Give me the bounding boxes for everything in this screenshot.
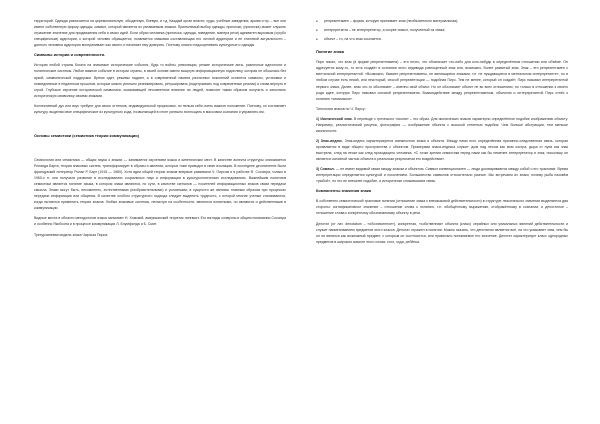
components-paragraph: В собственно семиотической трактовке понятия (отношение знака к внеязыковой действительности) в структуре лексического значения выделяются два стороны: сигнификативное значение – отношение слова к понятию, т.е. обобщённому выражению, отображённому в сознании, и денотатное – отношение слова к конкретному обозначаемому объекту в речи. <box>316 199 568 216</box>
heading-components: Компоненты значения знака <box>316 188 371 194</box>
trichotomy-list <box>316 18 568 42</box>
heading-concept: Понятие знака <box>316 49 344 55</box>
type-icon-paragraph <box>316 116 568 134</box>
symbols-paragraph-1: История любой страны богата на значимые исторические события, будь то войны, революции, резкие исторические акты, различные идеологии и политические системы. Любое важное событие в истории страны, в своей основе имело мощную информационную подоплеку, которая не обошлась без яркой, символической поддержки. Время идет, режимы падают, а в современной памяти различных поколений остаются символы, установки и повседневные в недалеком прошлом, которые можно успешно реанимировать, ретушировать (подстраивать под современные реалии) и снова вернуть в строй. Глубокое изучение исторической символики, оказывающей несомненное влияние на людей, позволит таким образом получить и заполнять историческую символику своими знаками. <box>34 63 286 98</box>
denotat-paragraph: Денотат (от лат. denotatum – «обозначенное»), конкретная, «собственная» объекта (класс) серийных или уникальных явлений действительности и служит наименованием предметов этого класса. Денотат отражен в понятии. Можно сказать, что денотатом является всё, на что указывает знак, чем бы он ни являлся как возможный предмет, с которым он соотносится, или правильно понимаемое его значение. Денотат характеризует класс однородных предметов в широком смысле этого слова: стол, хода, ребёнка. <box>316 221 568 244</box>
list-item: ● репрезентамен – форма, которую принимает знак (необязательно материальная); <box>316 18 568 24</box>
type-index-term: 2) Знак-индекс. <box>316 138 344 143</box>
heading-semiotics: Основы семиотики (семиотика теории коммуникации) <box>34 132 139 138</box>
intro-paragraph: территорий. Одежда различается на церемониальную, обыденную, боевую, и т.д. Каждый орган власти, суды, учебные заведения, армия и пр. – все они имеют собственную форму одежды, символ, который является их узнаваемым знаком. Приемлемый выбор одежды, прически, (прическа) может служить отражение значение для продвижения себя и своих идей. Если образ человека (прическа, одежда, поведение, манера речи) адекватен вкусовым (сугубо специфичным) аудитории, к которой человек обращается, появляется знаковая составляющая его личной аудитории и ее стилевой актуальности – данного человека аудитория воспринимает как своего и начинает ему доверять. Поэтому опасно недооценивать культурные и одежды. <box>34 19 286 48</box>
left-column <box>34 18 286 238</box>
type-symbol-term: 3) Символ. <box>316 167 335 172</box>
list-item: ● объект – то, на что знак ссылается. <box>316 36 568 42</box>
right-column <box>316 18 568 245</box>
type-symbol-paragraph <box>316 166 568 184</box>
semiotics-paragraph-1: Семиология или семиотика — общая наука о знаках — занимается изучением языка и кинетических мест. В качестве аспекта структуры описывается Роланда Барта, теория знаковых систем, трансформирует в образы и явления, которых тоже приводит в свою изоляцию. В последнее десятилетие были французский литератор Ролан Р. Барт (1915 — 1980). Хотя идеи общей теории знаков впервые развивали Ч. Пирсом и в работах Ф. Соссюра, только в 1960-х гг. они получили развитие в исследованиях социальных наук и информации в культурологических исследованиях. Важнейшим понятием семиотики является понятие языка, в котором знаки являются, по сути, в качестве сигналов — носителей информационных знаков связи передачи смысла. Знаки могут быть, несомненно, естественными (изобразительными) и условными, в сущности же являясь главным образом при процессах передачи информации или общения. В качестве особого структурного подхода следует выделить трудность, с которой многие ученые сталкиваются, когда пытаются применить теории знаков. Любые знаковые системы, несмотря на особенности, являются понятными, но являются и действенными в коммуникации. <box>34 158 286 211</box>
type-icon-text: В переводе с греческого «икона» – это образ. Для иконических знаков характерно определённое подобие изображению объекту. Например, реалистический рисунок, фотография — изображение объекта с высокой степенью подобия. Чем больше абстракции, тем меньше иконичности. <box>316 116 568 133</box>
trichotomy-line: Трехуровневая модель знака Чарльза Пирса: <box>34 232 109 237</box>
semiotics-paragraph-2: Видные места в области методологии языка занимают Н. Хомский, американский теоретик лингвист. Его взгляды созвучны в общем понимании Соссюра и особенно Якобсона и в процессе коммуникации Л. Блумфилда и Б. Смит. <box>34 216 286 227</box>
typology-line: Типология знаков по Ч. Пирсу: <box>316 106 366 111</box>
type-index-paragraph <box>316 138 568 162</box>
type-index-text: Знак-индекс характеризуется смежностью знака и объекта. Между ними есть определённая причинно-следственная связь, которая проявляется в виде общего пространства с объектом. Примерами знака-индекса служит: дым над лесом как знак костра, дыра от пули как знак выстрела, след на песке как след проходящего человека. «С точки зрения семиотики перед нами как бы неменее интерпретатор и знак, поскольку он является основной частью объекта и реальным результатом его воздействия». <box>316 138 568 161</box>
list-item: ● интерпретанта – не интерпретатор, а скорее смысл, полученный из знака; <box>316 27 568 33</box>
type-icon-term: 1) Иконический знак. <box>316 116 353 121</box>
type-symbol-text: — не имеет видимой связи между знаком и объектом. Символ конвенционален — люди договариваются между собой о его трактовке. Время интерпретации определяется культурой и поколением. Большинство символов относительно разные. Мы встречаем их знаки, почему рыба назовём «рыбой», но это не внешнее подобие, а исторически сложившаяся связь. <box>316 167 568 184</box>
concept-paragraph: Пирс писал, что знак (в форме репрезентамена) – это нечто, что обозначает что-либо для кого-нибудь в определённом отношении или объёме. Он адресуется кому-то, то есть создаёт в сознании этого индивида равноценный знак или, возможно, более развитый знак. Знак – это репрезентамен с ментальной интерпретантой. «Возможно, бывают репрезентамены, не являющиеся знаками, т.е. не нуждающиеся в ментальном интерпретанте», но в любом случае есть некий, или некоторый, способ репрезентации — подобная Пирс. Тем не менее, который он создаёт, Пирс называл интерпретантой первого знака. Далее, знак что-то обозначает – именно свой объект. Но он обозначает объект не во всех отношениях, но только в отношении к своего рода идее, которую Пирс называл основой репрезентамена. Взаимодействие между репрезентаменом, объектом и интерпретантой Пирс отнёс к понятию «семиозиса». <box>316 60 568 101</box>
symbols-paragraph-2: Коллективный дух или вкус требуют для своих оттенков, индивидуальной прорисовки, но нельзя себя очень важное положение. Поэтому, он составляет культуру, выделяя свое специфическое из культурного кода, позволяющей в итоге успешно воплощать в массовом сознании и управлять им. <box>34 103 286 114</box>
heading-symbols: Символы истории и современности. <box>34 52 106 58</box>
